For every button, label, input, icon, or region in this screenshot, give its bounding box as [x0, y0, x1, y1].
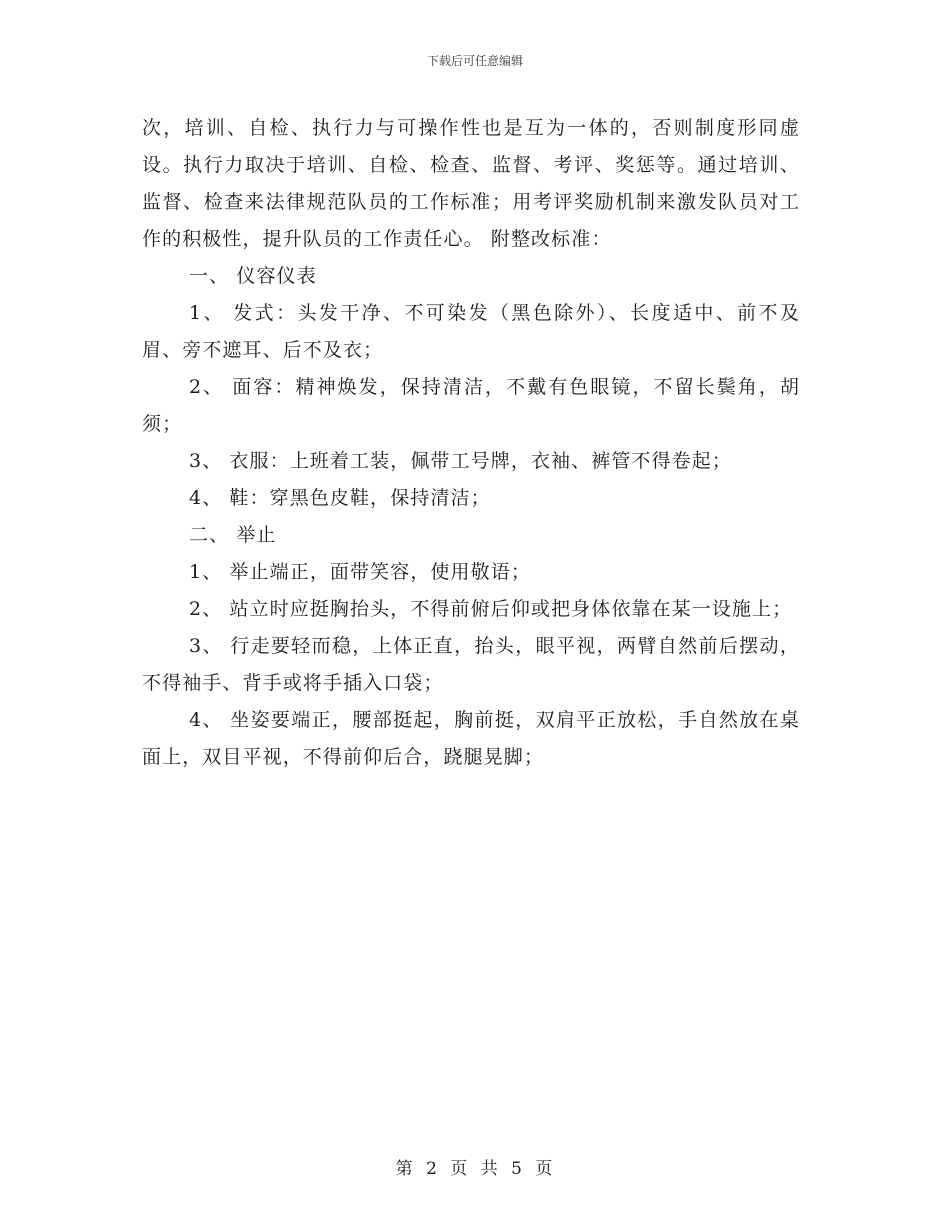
- list-item: 3、 行走要轻而稳，上体正直，抬头，眼平视，两臂自然前后摆动，不得袖手、背手或将手插入口袋；: [142, 635, 800, 694]
- page-header: 下载后可任意编辑: [426, 54, 523, 68]
- list-item: 2、 站立时应挺胸抬头，不得前俯后仰或把身体依靠在某一设施上；: [189, 598, 793, 620]
- page-number: 第 2 页 共 5 页: [395, 1159, 555, 1179]
- document-body: [142, 110, 800, 776]
- intro-paragraph: 次，培训、自检、执行力与可操作性也是互为一体的，否则制度形同虚设。执行力取决于培训、自检、检查、监督、考评、奖惩等。通过培训、监督、检查来法律规范队员的工作标准；用考评奖励机制来激发队员对工作的积极性，提升队员的工作责任心。 附整改标准：: [142, 117, 800, 250]
- list-item: 2、 面容：精神焕发，保持清洁，不戴有色眼镜，不留长鬓角，胡须；: [142, 376, 800, 435]
- list-item: 4、 坐姿要端正，腰部挺起，胸前挺，双肩平正放松，手自然放在桌面上，双目平视，不得前仰后合，跷腿晃脚；: [142, 709, 800, 768]
- list-item: 4、 鞋：穿黑色皮鞋，保持清洁；: [189, 487, 491, 509]
- list-item: 1、 发式：头发干净、不可染发（黑色除外）、长度适中、前不及眉、旁不遮耳、后不及衣；: [142, 302, 800, 361]
- section-heading-appearance: 一、 仪容仪表: [189, 265, 317, 287]
- list-item: 3、 衣服：上班着工装，佩带工号牌，衣袖、裤管不得卷起；: [189, 450, 732, 472]
- list-item: 1、 举止端正，面带笑容，使用敬语；: [189, 561, 531, 583]
- section-heading-behavior: 二、 举止: [189, 524, 277, 546]
